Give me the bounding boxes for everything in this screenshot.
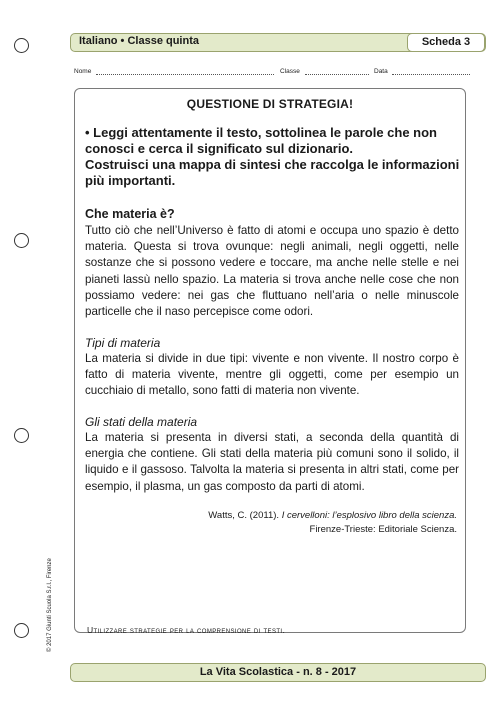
student-info-line [74, 68, 484, 80]
reference-publisher: Firenze-Trieste: Editoriale Scienza. [309, 524, 457, 535]
header-subject: Italiano • Classe quinta [79, 35, 199, 47]
instruction-1: • Leggi attentamente il testo, sottolinea le parole che non conosci e cerca il significato sul dizionario. [85, 125, 437, 156]
instruction-2: Costruisci una mappa di sintesi che raccolga le informazioni più importanti. [85, 157, 460, 188]
content-box [74, 88, 466, 633]
section-text-2: La materia si divide in due tipi: vivente e non vivente. Il nostro corpo è fatto di materia vivente, mentre gli oggetti, come per esempio un cucchiaio di metallo, sono fatti di materia non vivente. [85, 352, 459, 398]
section-text-1: Tutto ciò che nell’Universo è fatto di atomi e occupa uno spazio è detto materia. Questa si trova ovunque: negli animali, negli oggetti, nelle sostanze che si possono vedere e toccare, ma anche nelle stelle e nei pianeti lassù nello spazio. La materia si trova anche nelle cose che non possiamo vedere: nei gas che fluttuano nell’aria o nelle minuscole particelle che il naso percepisce come odori. [85, 224, 459, 319]
section-text-3: La materia si presenta in diversi stati, a seconda della quantità di energia che contiene. Gli stati della materia più comuni sono il solido, il liquido e il gassoso. Talvolta la materia si presenta in altri stati, come per esempio, il plasma, un gas composto da parti di atomi. [85, 431, 459, 493]
binder-hole-4 [14, 623, 29, 638]
page-title: QUESTIONE DI STRATEGIA! [186, 97, 354, 111]
reference-author: Watts, C. (2011). [208, 510, 280, 521]
binder-hole-3 [14, 428, 29, 443]
instructions [85, 125, 460, 189]
sheet-label: Scheda 3 [407, 33, 485, 52]
reference [208, 509, 457, 537]
class-label: Classe [280, 68, 300, 75]
footer-bar: La Vita Scolastica - n. 8 - 2017 [70, 663, 486, 682]
section-heading-3: Gli stati della materia [85, 415, 198, 429]
reference-line-1 [208, 509, 457, 523]
name-field[interactable] [96, 74, 274, 75]
date-field[interactable] [392, 74, 470, 75]
binder-hole-1 [14, 38, 29, 53]
copyright-note: © 2017 Giunti Scuola S.r.l., Firenze [47, 558, 53, 652]
header-bar [70, 33, 486, 52]
learning-objective: Utilizzare strategie per la comprensione di testi. [87, 625, 286, 635]
name-label: Nome [74, 68, 92, 75]
section-heading-1: Che materia è? [85, 207, 175, 221]
binder-hole-2 [14, 233, 29, 248]
reference-book: I cervelloni: l’esplosivo libro della scienza. [281, 510, 457, 521]
class-field[interactable] [305, 74, 369, 75]
section-heading-2: Tipi di materia [85, 336, 161, 350]
date-label: Data [374, 68, 388, 75]
